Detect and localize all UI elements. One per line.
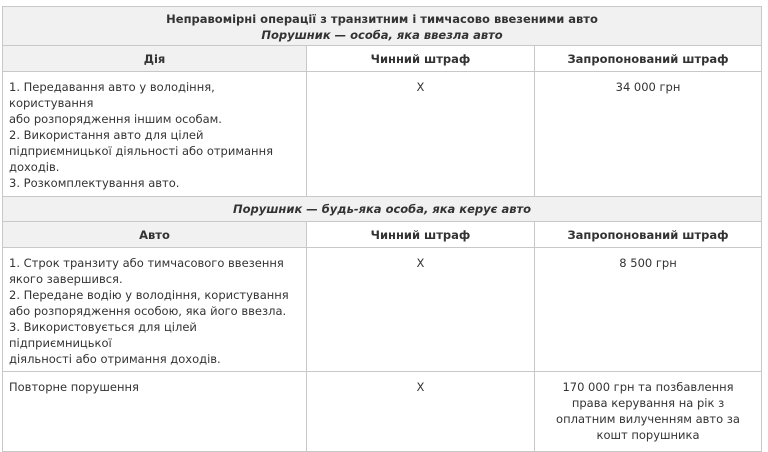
header-current-fine-2: Чинний штраф [307,222,535,248]
row-1-proposed-fine: 34 000 грн [535,72,762,197]
row-2-current-fine: Х [307,248,535,372]
subtitle-row-2 [3,197,762,222]
row-1-action [3,72,307,197]
row-2-action [3,248,307,372]
row-2-line: 3. Використовується для цілей підприємницької [9,320,197,350]
row-2-proposed-fine: 8 500 грн [535,248,762,372]
row-2-line: або розпорядження особою, яка його ввезла. [9,304,287,318]
header-current-fine: Чинний штраф [307,46,535,72]
row-1-line: або розпорядження іншим особам. [9,112,222,126]
title-cell [3,7,762,46]
header-proposed-fine-2: Запропонований штраф [535,222,762,248]
row-1-line: 2. Використання авто для цілей [9,128,204,142]
header-proposed-fine: Запропонований штраф [535,46,762,72]
title-row [3,7,762,46]
row-1-line: доходів. [9,160,60,174]
table-row [3,372,762,452]
header-row-1 [3,46,762,72]
row-1-line: 1. Передавання авто у володіння, користування [9,80,215,110]
row-3-proposed-fine [535,372,762,452]
header-action: Дія [3,46,307,72]
row-2-line: якого завершився. [9,272,123,286]
header-auto: Авто [3,222,307,248]
row-1-line: 3. Розкомплектування авто. [9,176,180,190]
row-1-current-fine: Х [307,72,535,197]
row-3-current-fine: Х [307,372,535,452]
row-2-line: діяльності або отримання доходів. [9,352,221,366]
row-3-proposed-line: оплатним вилученням авто за [556,412,740,426]
row-3-proposed-line: 170 000 грн та позбавлення [562,380,734,394]
row-3-proposed-line: кошт порушника [596,428,700,442]
table-row [3,248,762,372]
table-subtitle-2: Порушник — будь-яка особа, яка керує авто [3,197,762,222]
row-2-line: 1. Строк транзиту або тимчасового ввезення [9,256,284,270]
header-row-2 [3,222,762,248]
table-title: Неправомірні операції з транзитним і тимчасово ввезеними авто [166,12,598,26]
row-2-line: 2. Передане водію у володіння, користування [9,288,289,302]
fines-table [2,6,762,452]
table-subtitle-1: Порушник — особа, яка ввезла авто [261,28,503,42]
row-1-line: підприємницької діяльності або отримання [9,144,274,158]
row-3-action: Повторне порушення [3,372,307,452]
table-row [3,72,762,197]
row-3-proposed-line: права керування на рік з [571,396,725,410]
